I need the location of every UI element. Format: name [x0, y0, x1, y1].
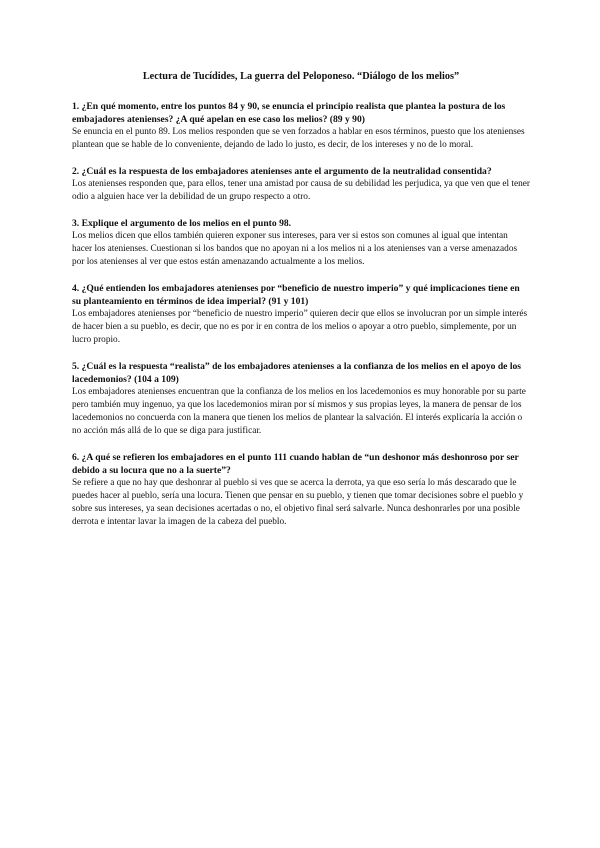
answer-4: Los embajadores atenienses por “beneficio de nuestro imperio” quieren decir que ellos se involucran por un simple interés de hacer bien a su pueblo, es decir, que no es por ir en contra de los melios o apoyar a otro pueblo, simplemente, por un lucro propio.	[72, 309, 528, 345]
question-4: 4. ¿Qué entienden los embajadores atenienses por “beneficio de nuestro imperio” y qué implicaciones tiene en su planteamiento en términos de idea imperial? (91 y 101)	[72, 283, 520, 307]
question-section-1	[72, 100, 530, 152]
answer-1: Se enuncia en el punto 89. Los melios responden que se ven forzados a hablar en esos términos, puesto que los atenienses plantean que se hable de lo conveniente, dejando de lado lo justo, es decir, de los intereses y no de lo moral.	[72, 127, 525, 150]
document-page	[72, 70, 530, 542]
question-section-4	[72, 282, 530, 347]
question-section-3	[72, 217, 530, 269]
answer-6: Se refiere a que no hay que deshonrar al pueblo si ves que se acerca la derrota, ya que eso sería lo más descarado que le puedes hacer al pueblo, sería una locura. Tienen que pensar en su pueblo, y tienen que tomar decisiones sobre el pueblo y sobre sus intereses, ya sean decisiones acertadas o no, el objetivo final será salvarle. Nunca deshonrarles por una posible derrota e intentar lavar la imagen de la cabeza del pueblo.	[72, 478, 524, 527]
document-title: Lectura de Tucídides, La guerra del Peloponeso. “Diálogo de los melios”	[142, 71, 460, 82]
question-1: 1. ¿En qué momento, entre los puntos 84 y 90, se enuncia el principio realista que plantea la postura de los embajadores atenienses? ¿A qué apelan en ese caso los melios? (89 y 90)	[72, 101, 506, 125]
question-section-2	[72, 165, 530, 204]
answer-3: Los melios dicen que ellos también quieren exponer sus intereses, para ver si estos son comunes al igual que intentan hacer los atenienses. Cuestionan si los bandos que no apoyan ni a los melios ni a los atenienses van a verse amenazados por los atenienses al ver que estos están amenazando actualmente a los melios.	[72, 231, 518, 267]
question-section-5	[72, 360, 530, 438]
question-2: 2. ¿Cuál es la respuesta de los embajadores atenienses ante el argumento de la neutralidad consentida?	[72, 166, 492, 177]
answer-2: Los atenienses responden que, para ellos, tener una amistad por causa de su debilidad les perjudica, ya que ven que el tener odio a alguien hace ver la debilidad de un grupo respecto a otro.	[72, 179, 530, 202]
question-section-6	[72, 451, 530, 529]
question-6: 6. ¿A qué se refieren los embajadores en el punto 111 cuando hablan de “un deshonor más deshonroso por ser debido a su locura que no a la suerte”?	[72, 452, 519, 476]
question-5: 5. ¿Cuál es la respuesta “realista” de los embajadores atenienses a la confianza de los melios en el apoyo de los lacedemonios? (104 a 109)	[72, 361, 522, 385]
answer-5: Los embajadores atenienses encuentran que la confianza de los melios en los lacedemonios es muy honorable por su parte pero también muy ingenuo, ya que los lacedemonios miran por sí mismos y sus propias leyes, la manera de pensar de los lacedemonios no concuerda con la manera que tienen los melios de plantear la salvación. El interés explicaría la acción o no acción más allá de lo que se diga para justificar.	[72, 387, 526, 436]
question-3: 3. Explique el argumento de los melios en el punto 98.	[72, 218, 292, 229]
